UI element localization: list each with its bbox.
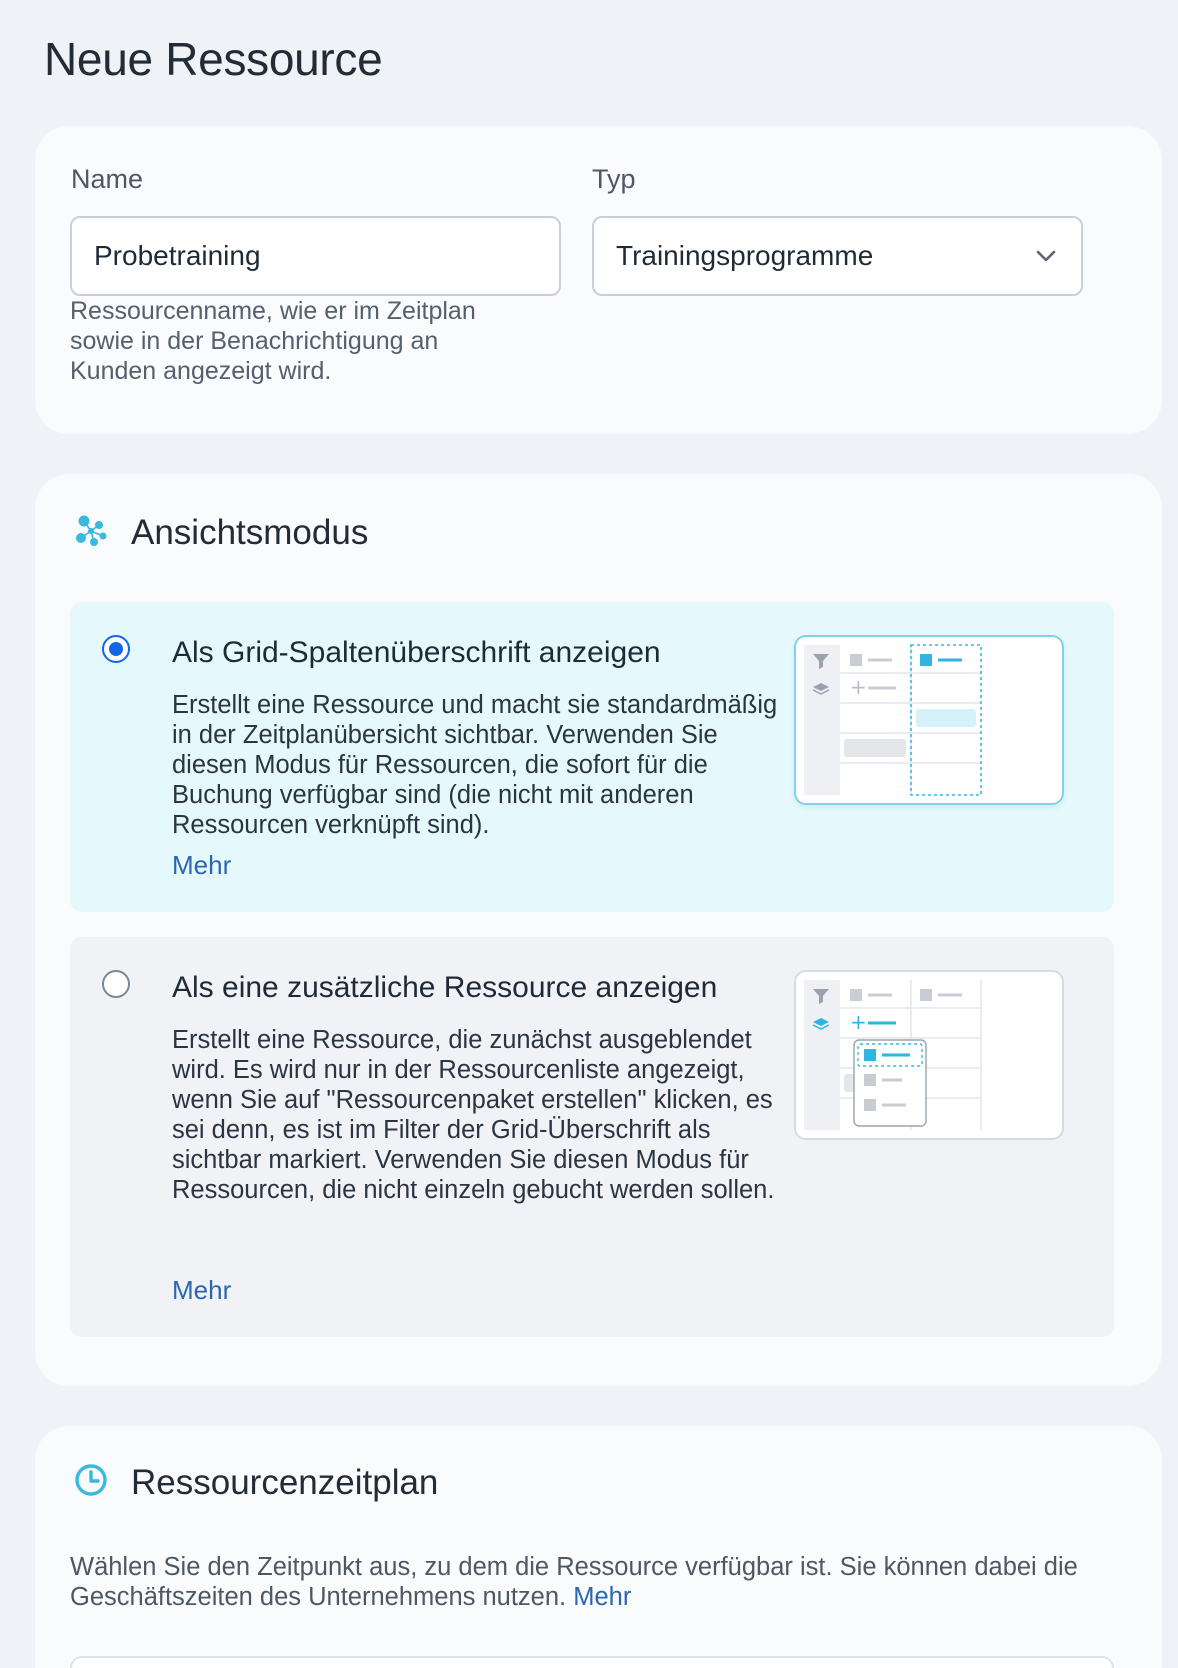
schedule-header	[73, 1462, 438, 1503]
view-option-additional-resource[interactable]	[70, 937, 1114, 1337]
chevron-down-icon	[1033, 243, 1059, 269]
view-option-grid-column[interactable]	[70, 602, 1114, 912]
page-title: Neue Ressource	[44, 33, 383, 85]
view-mode-title: Ansichtsmodus	[131, 512, 369, 552]
type-select[interactable]	[592, 216, 1083, 296]
view-mode-card	[35, 474, 1162, 1386]
more-link[interactable]: Mehr	[172, 850, 232, 880]
grid-column-illustration	[794, 635, 1064, 805]
view-mode-header	[73, 512, 368, 553]
more-link[interactable]: Mehr	[172, 1275, 232, 1305]
radio-grid-column[interactable]	[102, 635, 130, 663]
name-input[interactable]	[70, 216, 561, 296]
type-select-value: Trainingsprogramme	[616, 240, 874, 271]
schedule-title: Ressourcenzeitplan	[131, 1462, 439, 1502]
clock-icon	[73, 1462, 109, 1503]
radio-additional-resource[interactable]	[102, 970, 130, 998]
option-title: Als Grid-Spaltenüberschrift anzeigen	[172, 636, 661, 669]
details-card	[35, 126, 1162, 434]
schedule-description	[70, 1552, 1130, 1612]
option-description: Erstellt eine Ressource und macht sie standardmäßig in der Zeitplanübersicht sichtbar. Verwenden Sie diesen Modus für Ressourcen, die sofort für die Buchung verfügbar sind (die nicht mit anderen Ressourcen verknüpft sind).	[172, 691, 778, 839]
option-description: Erstellt eine Ressource, die zunächst ausgeblendet wird. Es wird nur in der Ressourcenliste angezeigt, wenn Sie auf "Ressourcenpaket erstellen" klicken, es sei denn, es ist im Filter der Grid-Überschrift als sichtbar markiert. Verwenden Sie diesen Modus für Ressourcen, die nicht einzeln gebucht werden sollen.	[172, 1026, 775, 1204]
schedule-description-text: Wählen Sie den Zeitpunkt aus, zu dem die Ressource verfügbar ist. Sie können dabei die Geschäftszeiten des Unternehmens nutzen.	[70, 1553, 1078, 1611]
svg-text:+: +	[850, 1010, 867, 1034]
nodes-icon	[73, 512, 109, 553]
type-label: Typ	[592, 164, 636, 194]
name-label: Name	[71, 164, 144, 194]
name-help-text: Ressourcenname, wie er im Zeitplan sowie in der Benachrichtigung an Kunden angezeigt wird.	[70, 297, 476, 385]
more-link[interactable]: Mehr	[573, 1583, 632, 1611]
schedule-card	[35, 1426, 1162, 1668]
option-title: Als eine zusätzliche Ressource anzeigen	[172, 971, 718, 1004]
svg-text:+: +	[850, 675, 867, 699]
schedule-editor[interactable]	[70, 1656, 1114, 1668]
additional-resource-illustration	[794, 970, 1064, 1140]
